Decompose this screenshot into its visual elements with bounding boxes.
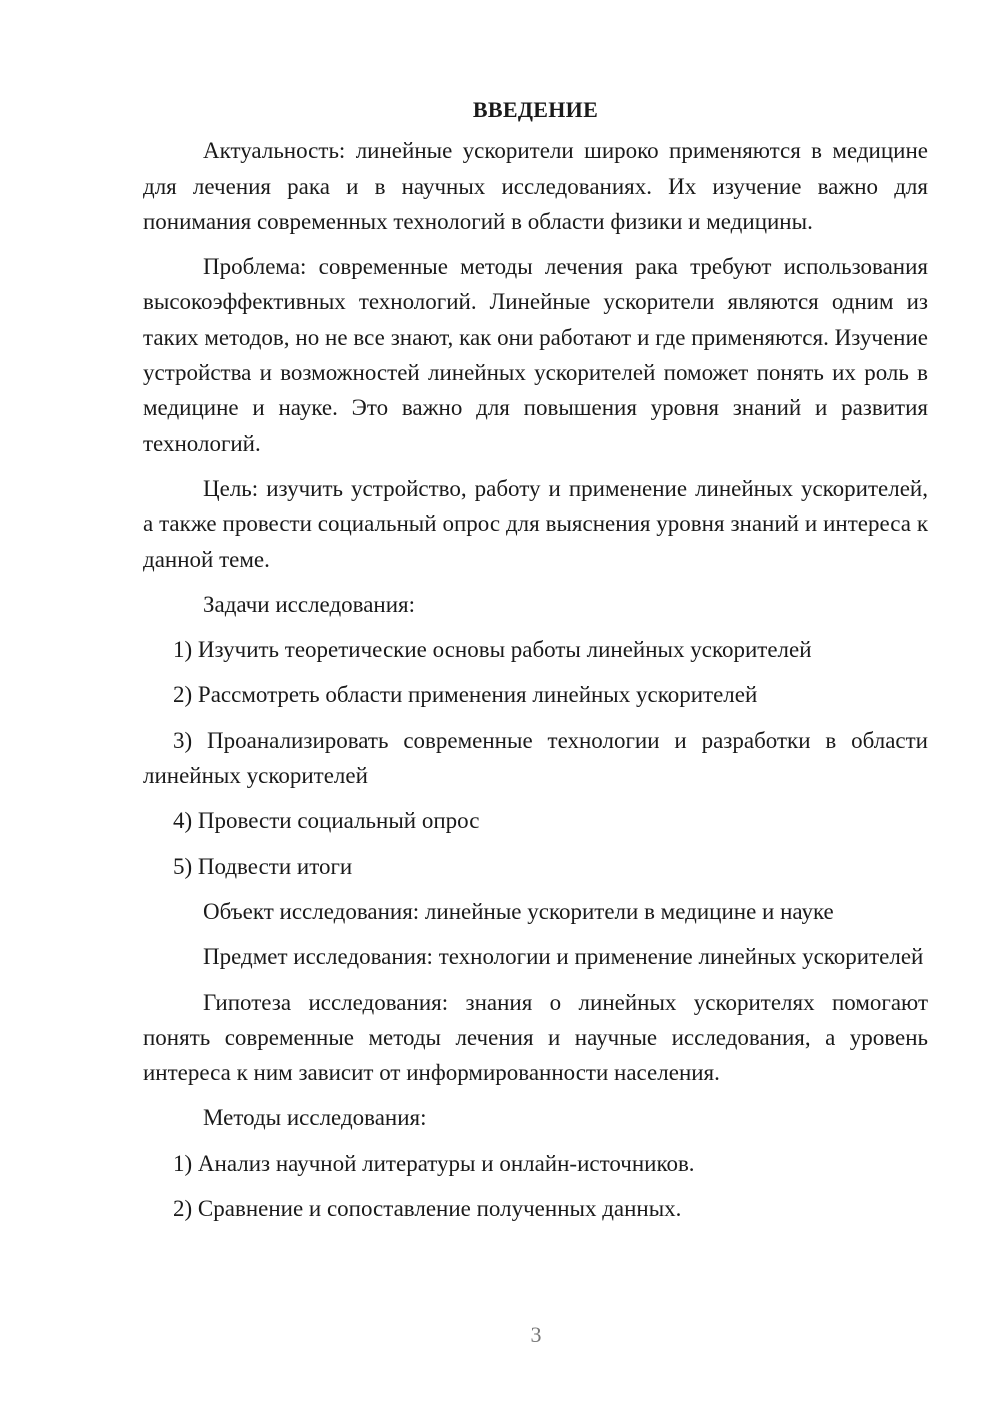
task-item-1: 1) Изучить теоретические основы работы линейных ускорителей [173, 637, 812, 663]
problem-paragraph: Проблема: современные методы лечения рака требуют использования высокоэффективных технологий. Линейные ускорители являются одним из таких методов, но не все знают, как они работают и где применяются. Изучение устройства и возможностей линейных ускорителей поможет понять их роль в медицине и науке. Это важно для повышения уровня знаний и развития технологий. [143, 254, 928, 456]
hypothesis-paragraph: Гипотеза исследования: знания о линейных ускорителях помогают понять современные методы лечения и научные исследования, а уровень интереса к ним зависит от информированности населения. [143, 989, 928, 1086]
document-page [143, 92, 928, 1236]
task-item-4: 4) Провести социальный опрос [173, 808, 480, 834]
goal-paragraph: Цель: изучить устройство, работу и применение линейных ускорителей, а также провести социальный опрос для выяснения уровня знаний и интереса к данной теме. [143, 475, 928, 572]
method-item-2: 2) Сравнение и сопоставление полученных данных. [173, 1196, 682, 1222]
subject-paragraph: Предмет исследования: технологии и применение линейных ускорителей [203, 944, 924, 970]
method-item-1: 1) Анализ научной литературы и онлайн-источников. [173, 1150, 695, 1176]
tasks-title: Задачи исследования: [203, 591, 416, 617]
page-number: 3 [530, 1322, 542, 1347]
task-item-5: 5) Подвести итоги [173, 853, 353, 879]
methods-title: Методы исследования: [203, 1105, 427, 1131]
task-item-3: 3) Проанализировать современные технологии и разработки в области линейных ускорителей [143, 727, 928, 789]
task-item-2: 2) Рассмотреть области применения линейных ускорителей [173, 682, 758, 708]
relevance-paragraph: Актуальность: линейные ускорители широко применяются в медицине для лечения рака и в научных исследованиях. Их изучение важно для понимания современных технологий в области физики и медицины. [143, 138, 928, 234]
object-paragraph: Объект исследования: линейные ускорители в медицине и науке [203, 898, 834, 924]
section-heading: ВВЕДЕНИЕ [472, 97, 599, 122]
